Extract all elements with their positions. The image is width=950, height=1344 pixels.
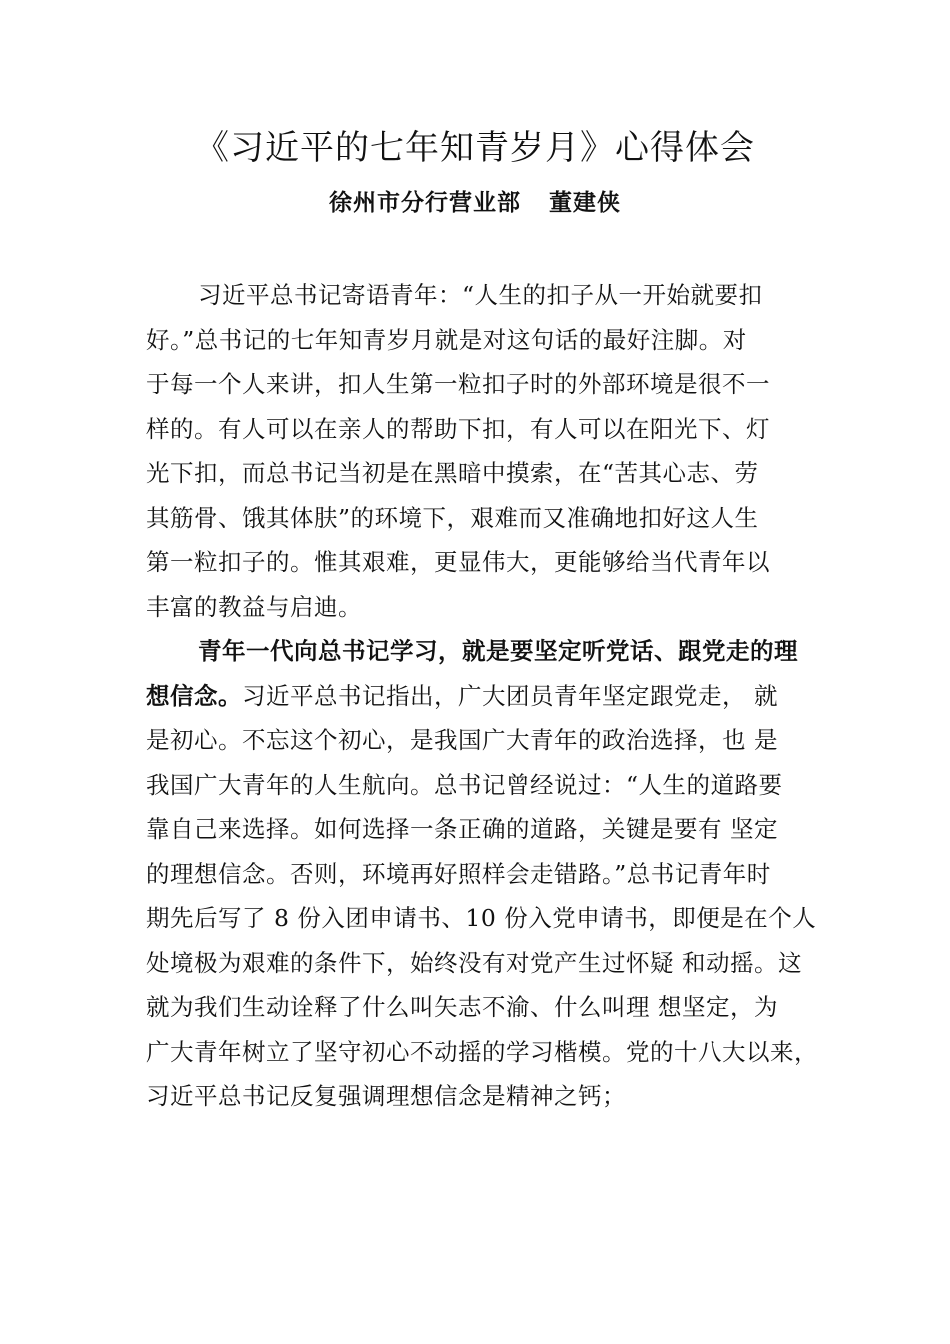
paragraph-line: 是初心。不忘这个初心，是我国广大青年的政治选择，也 是 bbox=[146, 726, 778, 754]
paragraph-line: 我国广大青年的人生航向。总书记曾经说过：“人生的道路要 bbox=[146, 770, 783, 799]
paragraph-2 bbox=[146, 629, 836, 1119]
paragraph-line-bold: 青年一代向总书记学习，就是要坚定听党话、跟党走的理 bbox=[198, 637, 798, 665]
paragraph-line: 其筋骨、饿其体肤”的环境下，艰难而又准确地扣好这人生 bbox=[146, 503, 759, 532]
byline-unit: 徐州市分行营业部 bbox=[329, 189, 521, 216]
paragraph-line: 广大青年树立了坚守初心不动摇的学习楷模。党的十八大以来， bbox=[146, 1037, 818, 1066]
document-title: 《习近平的七年知青岁月》心得体会 bbox=[195, 128, 755, 168]
paragraph-line: 靠自己来选择。如何选择一条正确的道路，关键是要有 坚定 bbox=[146, 815, 778, 843]
paragraph-line: 就为我们生动诠释了什么叫矢志不渝、什么叫理 想坚定，为 bbox=[146, 993, 778, 1021]
byline bbox=[0, 186, 950, 220]
paragraph-1 bbox=[146, 273, 836, 629]
paragraph-line: 光下扣，而总书记当初是在黑暗中摸索，在“苦其心志、劳 bbox=[146, 459, 759, 487]
paragraph-line: 丰富的教益与启迪。 bbox=[146, 592, 362, 621]
paragraph-line: 样的。有人可以在亲人的帮助下扣，有人可以在阳光下、灯 bbox=[146, 414, 770, 443]
paragraph-text: 习近平总书记指出，广大团员青年坚定跟党走， 就 bbox=[242, 681, 778, 710]
paragraph-line bbox=[146, 674, 836, 719]
document-body bbox=[146, 273, 836, 1119]
paragraph-line: 习近平总书记寄语青年：“人生的扣子从一开始就要扣 bbox=[198, 281, 763, 309]
paragraph-line: 习近平总书记反复强调理想信念是精神之钙； bbox=[146, 1082, 626, 1110]
paragraph-line: 处境极为艰难的条件下，始终没有对党产生过怀疑 和动摇。这 bbox=[146, 948, 802, 977]
paragraph-line: 好。”总书记的七年知青岁月就是对这句话的最好注脚。对 bbox=[146, 325, 747, 354]
byline-author: 董建侠 bbox=[549, 189, 621, 216]
paragraph-line: 第一粒扣子的。惟其艰难，更显伟大，更能够给当代青年以 bbox=[146, 548, 770, 576]
paragraph-line: 的理想信念。否则，环境再好照样会走错路。”总书记青年时 bbox=[146, 859, 771, 888]
paragraph-bold-lead: 想信念。 bbox=[146, 681, 242, 710]
paragraph-line: 于每一个人来讲，扣人生第一粒扣子时的外部环境是很不一 bbox=[146, 370, 770, 398]
paragraph-line: 期先后写了 8 份入团申请书、10 份入党申请书，即便是在个人 bbox=[146, 904, 817, 932]
